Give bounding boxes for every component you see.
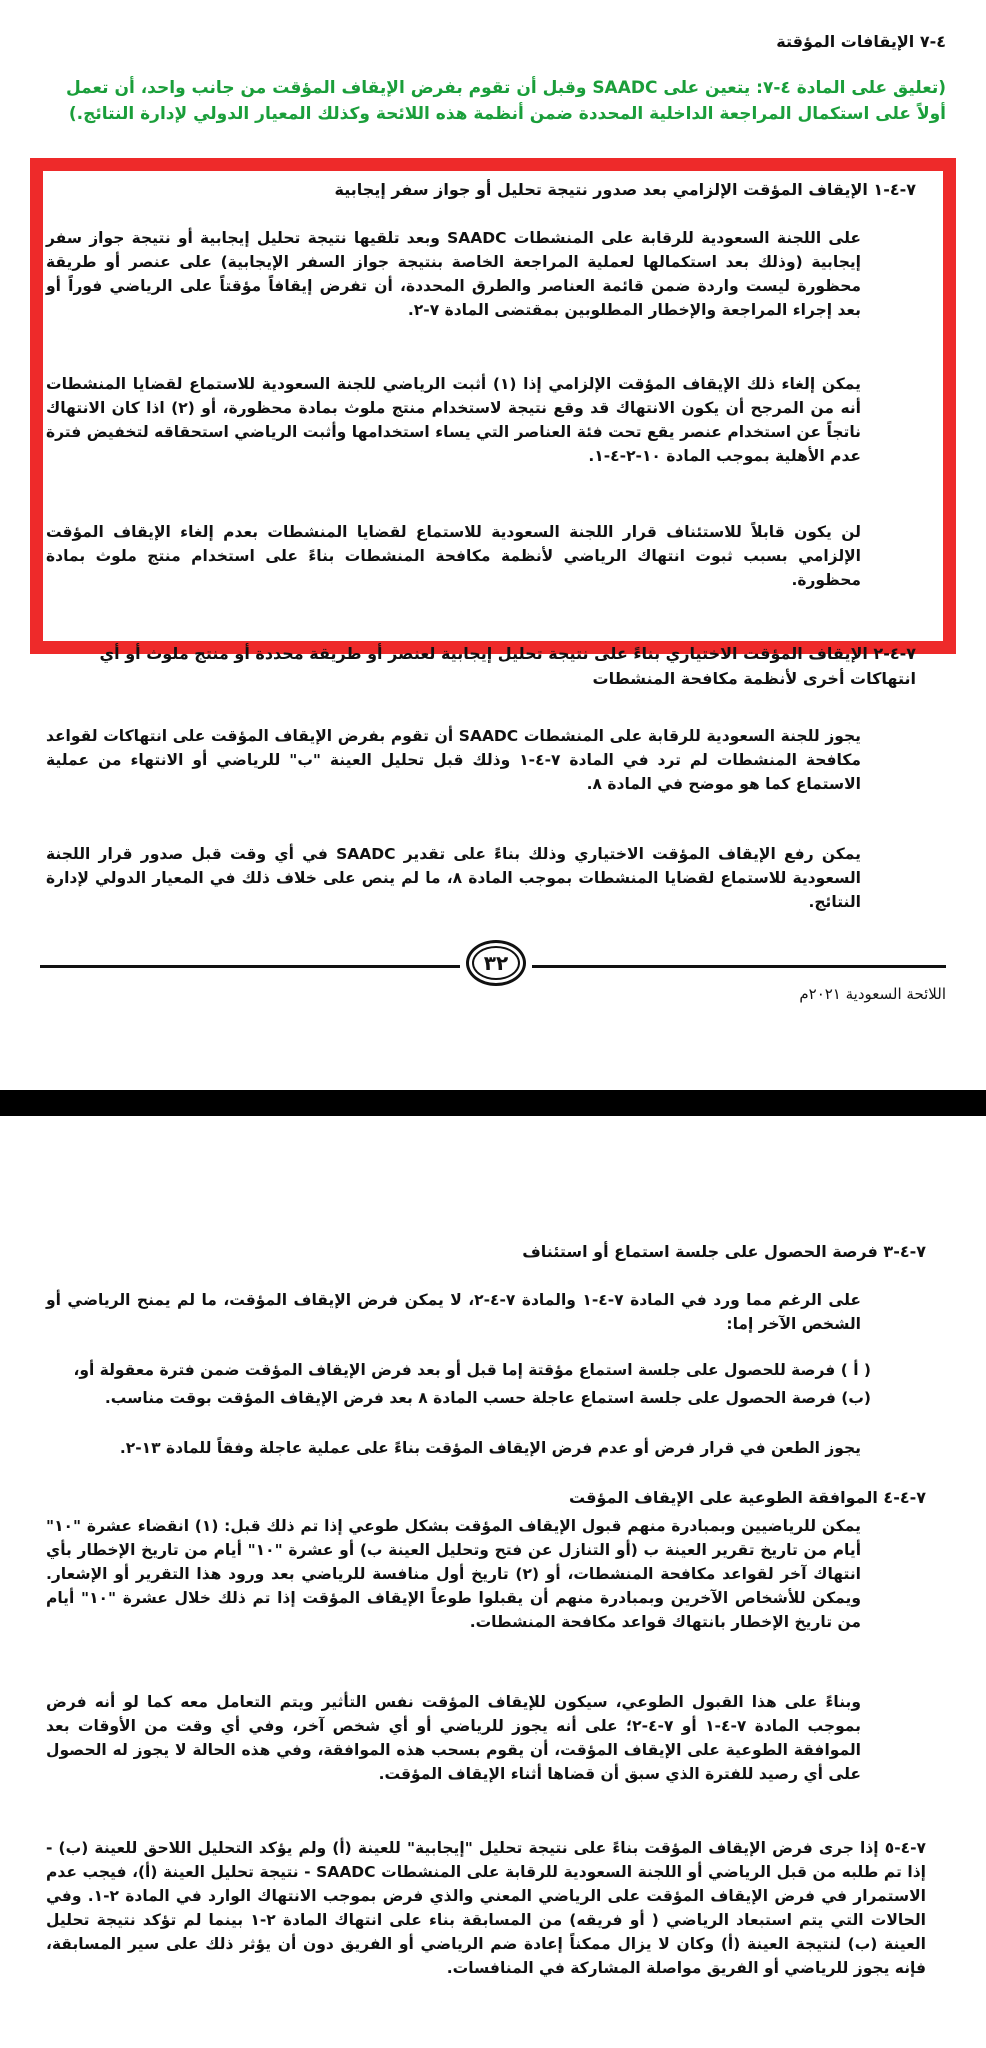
section-title: ٤-٧ الإيقافات المؤقتة — [776, 32, 946, 51]
comment-note: (تعليق على المادة ٤-٧: يتعين على SAADC وقبل أن تقوم بفرض الإيقاف المؤقت من جانب واحد، أن تعمل أولاً على استكمال المراجعة الداخلية المحددة ضمن أنظمة هذه اللائحة وكذلك المعيار الدولي لإدارة النتائج.) — [65, 78, 946, 124]
s1-paragraph-3: لن يكون قابلاً للاستئناف قرار اللجنة السعودية للاستماع لقضايا المنشطات بعدم إلغاء الإيقاف المؤقت الإلزامي بسبب ثبوت انتهاك الرياضي لأنظمة مكافحة المنشطات بناءً على استخدام منتج ملوث بمادة محظورة. — [46, 523, 861, 590]
s3-item-a: ( أ ) فرصة للحصول على جلسة استماع مؤقتة إما قبل أو بعد فرض الإيقاف المؤقت ضمن فترة معقولة أو، — [73, 1361, 871, 1379]
page-number: ٣٢ — [466, 940, 526, 986]
s2-paragraph-1: يجوز للجنة السعودية للرقابة على المنشطات SAADC أن تقوم بفرض الإيقاف المؤقت على انتهاكات لقواعد مكافحة المنشطات لم ترد في المادة ٧-٤-١ وذلك قبل تحليل العينة "ب" للرياضي أو الانتهاء من عملية الاستماع كما هو موضح في المادة ٨. — [46, 727, 861, 794]
s2-paragraph-2: يمكن رفع الإيقاف المؤقت الاختياري وذلك بناءً على تقدير SAADC في أي وقت قبل صدور قرار اللجنة السعودية للاستماع لقضايا المنشطات بموجب المادة ٨، ما لم ينص على خلاف ذلك في المعيار الدولي لإدارة النتائج. — [46, 845, 861, 912]
s3-paragraph-1: على الرغم مما ورد في المادة ٧-٤-١ والمادة ٧-٤-٢، لا يمكن فرض الإيقاف المؤقت، ما لم يمنح الرياضي أو الشخص الآخر إما: — [46, 1291, 861, 1334]
s3-paragraph-2: يجوز الطعن في قرار فرض أو عدم فرض الإيقاف المؤقت بناءً على عملية عاجلة وفقاً للمادة ١٣-٢. — [119, 1439, 861, 1457]
s4-paragraph-1: يمكن للرياضيين وبمبادرة منهم قبول الإيقاف المؤقت بشكل طوعي إذا تم ذلك قبل: (١) انقضاء عشرة "١٠" أيام من تاريخ تقرير العينة ب (أو التنازل عن فتح وتحليل العينة ب) أو عشرة "١٠" أيام من تاريخ الإخطار بأي انتهاك آخر لقواعد مكافحة المنشطات، أو (٢) تاريخ أول منافسة للرياضي بعد ورود هذا التقرير أو الإشعار. ويمكن للأشخاص الآخرين وبمبادرة منهم أن يقبلوا طوعاً الإيقاف المؤقت إذا تم ذلك خلال عشرة "١٠" أيام من تاريخ الإخطار بانتهاك قواعد مكافحة المنشطات. — [46, 1517, 862, 1632]
s3-items-list — [46, 1358, 871, 1414]
s5-paragraph: ٧-٤-٥ إذا جرى فرض الإيقاف المؤقت بناءً على نتيجة تحليل "إيجابية" للعينة (أ) ولم يؤكد التحليل اللاحق للعينة (ب) - إذا تم طلبه من قبل الرياضي أو اللجنة السعودية للرقابة على المنشطات SAADC - نتيجة تحليل العينة (أ)، فيجب عدم الاستمرار في فرض الإيقاف المؤقت على الرياضي المعني والذي فرض بموجب الانتهاك الوارد في المادة ٢-١. وفي الحالات التي يتم استبعاد الرياضي ( أو فريقه) من المسابقة بناء على انتهاك المادة ٢-١ بينما لم تؤكد نتيجة تحليل العينة (ب) لنتيجة العينة (أ) وكان لا يزال ممكناً إعادة ضم الرياضي أو الفريق دون أن يؤثر ذلك على سير المسابقة، فإنه يجوز للرياضي أو الفريق مواصلة المشاركة في المنافسات. — [46, 1839, 926, 1978]
footer-rule-right — [532, 965, 946, 968]
s3-item-b: (ب) فرصة الحصول على جلسة استماع عاجلة حسب المادة ٨ بعد فرض الإيقاف المؤقت بوقت مناسب. — [104, 1389, 871, 1408]
s1-paragraph-1: على اللجنة السعودية للرقابة على المنشطات SAADC وبعد تلقيها نتيجة تحليل إيجابية أو نتيجة جواز سفر إيجابية (وذلك بعد استكمالها لعملية المراجعة الخاصة بنتيجة جواز السفر الإيجابية) على عنصر أو طريقة محظورة ليست واردة ضمن قائمة العناصر والطرق المحددة، أن تفرض إيقافاً مؤقتاً على الرياضي فوراً أو بعد إجراء المراجعة والإخطار المطلوبين بمقتضى المادة ٧-٢. — [46, 229, 862, 320]
footer-rule-left — [40, 965, 460, 968]
s4-heading: ٧-٤-٤ الموافقة الطوعية على الإيقاف المؤقت — [569, 1488, 926, 1507]
s1-paragraph-2: يمكن إلغاء ذلك الإيقاف المؤقت الإلزامي إذا (١) أثبت الرياضي للجنة السعودية للاستماع لقضايا المنشطات أنه من المرجح أن يكون الانتهاك قد وقع نتيجة لاستخدام منتج ملوث بمادة محظورة، أو (٢) اذا كان الانتهاك ناتجاً عن استخدام عنصر يقع تحت فئة العناصر التي يساء استخدامها وأثبت الرياضي استحقاقه لتخفيض فترة عدم الأهلية بموجب المادة ١٠-٢-٤-١. — [46, 375, 861, 466]
document-page-2 — [0, 1116, 986, 2048]
s1-heading: ٧-٤-١ الإيقاف المؤقت الإلزامي بعد صدور نتيجة تحليل أو جواز سفر إيجابية — [334, 180, 916, 199]
footer-text: اللائحة السعودية ٢٠٢١م — [799, 985, 946, 1003]
page-gap — [0, 1090, 986, 1116]
s2-heading: ٧-٤-٢ الإيقاف المؤقت الاختياري بناءً على نتيجة تحليل إيجابية لعنصر أو طريقة محددة أو منتج ملوث أو أي انتهاكات أخرى لأنظمة مكافحة المنشطات — [99, 644, 916, 688]
s3-heading: ٧-٤-٣ فرصة الحصول على جلسة استماع أو استئناف — [522, 1242, 926, 1261]
s4-paragraph-2: وبناءً على هذا القبول الطوعي، سيكون للإيقاف المؤقت نفس التأثير ويتم التعامل معه كما لو أنه فرض بموجب المادة ٧-٤-١ أو ٧-٤-٢؛ على أنه يجوز للرياضي أو أي شخص آخر، وفي أي وقت من الأوقات بعد الموافقة الطوعية على الإيقاف المؤقت، أن يقوم بسحب هذه الموافقة، وفي هذه الحالة لا يجوز له الحصول على أي رصيد للفترة الذي سبق أن قضاها أثناء الإيقاف المؤقت. — [46, 1693, 861, 1784]
